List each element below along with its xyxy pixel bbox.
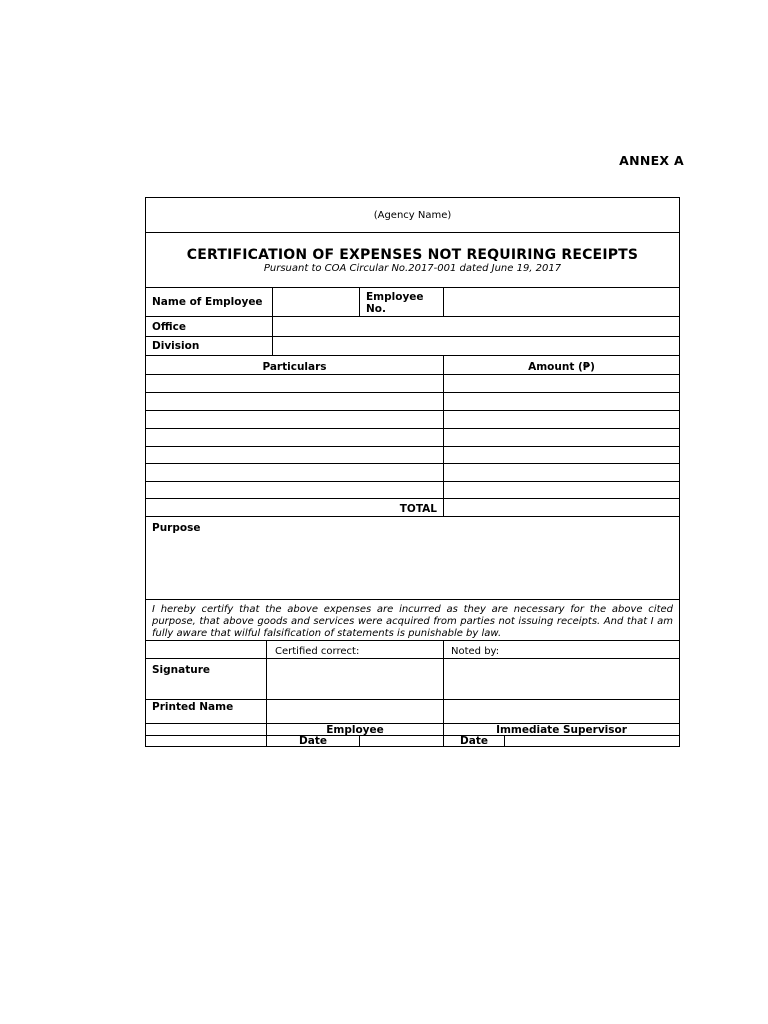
office-field[interactable]	[272, 316, 680, 337]
employee-signature-field[interactable]	[266, 658, 444, 700]
amount-header: Amount (₱)	[528, 361, 595, 373]
supervisor-date-field[interactable]	[504, 735, 680, 747]
annex-label: ANNEX A	[619, 153, 684, 168]
particulars-cell[interactable]	[145, 481, 444, 499]
particulars-cell[interactable]	[145, 463, 444, 482]
employee-date-field[interactable]	[359, 735, 444, 747]
amount-cell[interactable]	[443, 410, 680, 429]
office-label: Office	[152, 321, 186, 333]
purpose-label: Purpose	[152, 522, 201, 534]
employee-no-label: Employee No.	[366, 291, 424, 315]
purpose-field[interactable]	[145, 516, 680, 600]
particulars-header: Particulars	[262, 361, 327, 373]
certification-form	[145, 197, 680, 747]
employee-date-label: Date	[299, 735, 327, 747]
amount-cell[interactable]	[443, 392, 680, 411]
division-label: Division	[152, 340, 200, 352]
title-block	[145, 232, 680, 288]
amount-cell[interactable]	[443, 428, 680, 447]
signature-label: Signature	[152, 664, 211, 676]
particulars-cell[interactable]	[145, 428, 444, 447]
printed-name-label-cell	[145, 699, 267, 724]
agency-name: (Agency Name)	[373, 209, 452, 221]
certified-correct-label: Certified correct:	[275, 646, 360, 657]
date-blank-cell	[145, 735, 267, 747]
agency-name-cell[interactable]	[145, 197, 680, 233]
employee-no-label-cell	[359, 287, 444, 317]
total-amount-field[interactable]	[443, 498, 680, 517]
employee-name-field[interactable]	[272, 287, 360, 317]
total-label: TOTAL	[399, 503, 437, 515]
particulars-cell[interactable]	[145, 374, 444, 393]
printed-name-label: Printed Name	[152, 701, 234, 713]
particulars-cell[interactable]	[145, 392, 444, 411]
amount-cell[interactable]	[443, 446, 680, 464]
signature-label-cell	[145, 658, 267, 700]
supervisor-role-label: Immediate Supervisor	[496, 723, 627, 736]
employee-role-label: Employee	[326, 723, 384, 736]
certified-correct-cell	[266, 640, 444, 659]
division-label-cell	[145, 336, 273, 356]
noted-by-label: Noted by:	[451, 646, 500, 657]
form-title: CERTIFICATION OF EXPENSES NOT REQUIRING RECEIPTS	[186, 246, 639, 263]
supervisor-signature-field[interactable]	[443, 658, 680, 700]
particulars-cell[interactable]	[145, 446, 444, 464]
amount-cell[interactable]	[443, 463, 680, 482]
supervisor-date-label-cell	[443, 735, 505, 747]
employee-date-label-cell	[266, 735, 360, 747]
certification-statement: I hereby certify that the above expenses are incurred as they are necessary for the above cited purpose, that above goods and services were acquired from parties not issuing receipts. And that I am fully aware that wilful falsification of statements is punishable by law.	[145, 599, 680, 641]
total-label-cell	[145, 498, 444, 517]
employee-name-label-cell	[145, 287, 273, 317]
supervisor-date-label: Date	[460, 735, 488, 747]
supervisor-printed-name-field[interactable]	[443, 699, 680, 724]
signatory-blank-cell	[145, 640, 267, 659]
employee-name-label: Name of Employee	[152, 296, 263, 308]
employee-printed-name-field[interactable]	[266, 699, 444, 724]
form-subtitle: Pursuant to COA Circular No.2017-001 dated June 19, 2017	[263, 262, 562, 274]
amount-cell[interactable]	[443, 481, 680, 499]
office-label-cell	[145, 316, 273, 337]
particulars-cell[interactable]	[145, 410, 444, 429]
noted-by-cell	[443, 640, 680, 659]
amount-header-cell	[443, 355, 680, 375]
employee-no-field[interactable]	[443, 287, 680, 317]
amount-cell[interactable]	[443, 374, 680, 393]
division-field[interactable]	[272, 336, 680, 356]
particulars-header-cell	[145, 355, 444, 375]
